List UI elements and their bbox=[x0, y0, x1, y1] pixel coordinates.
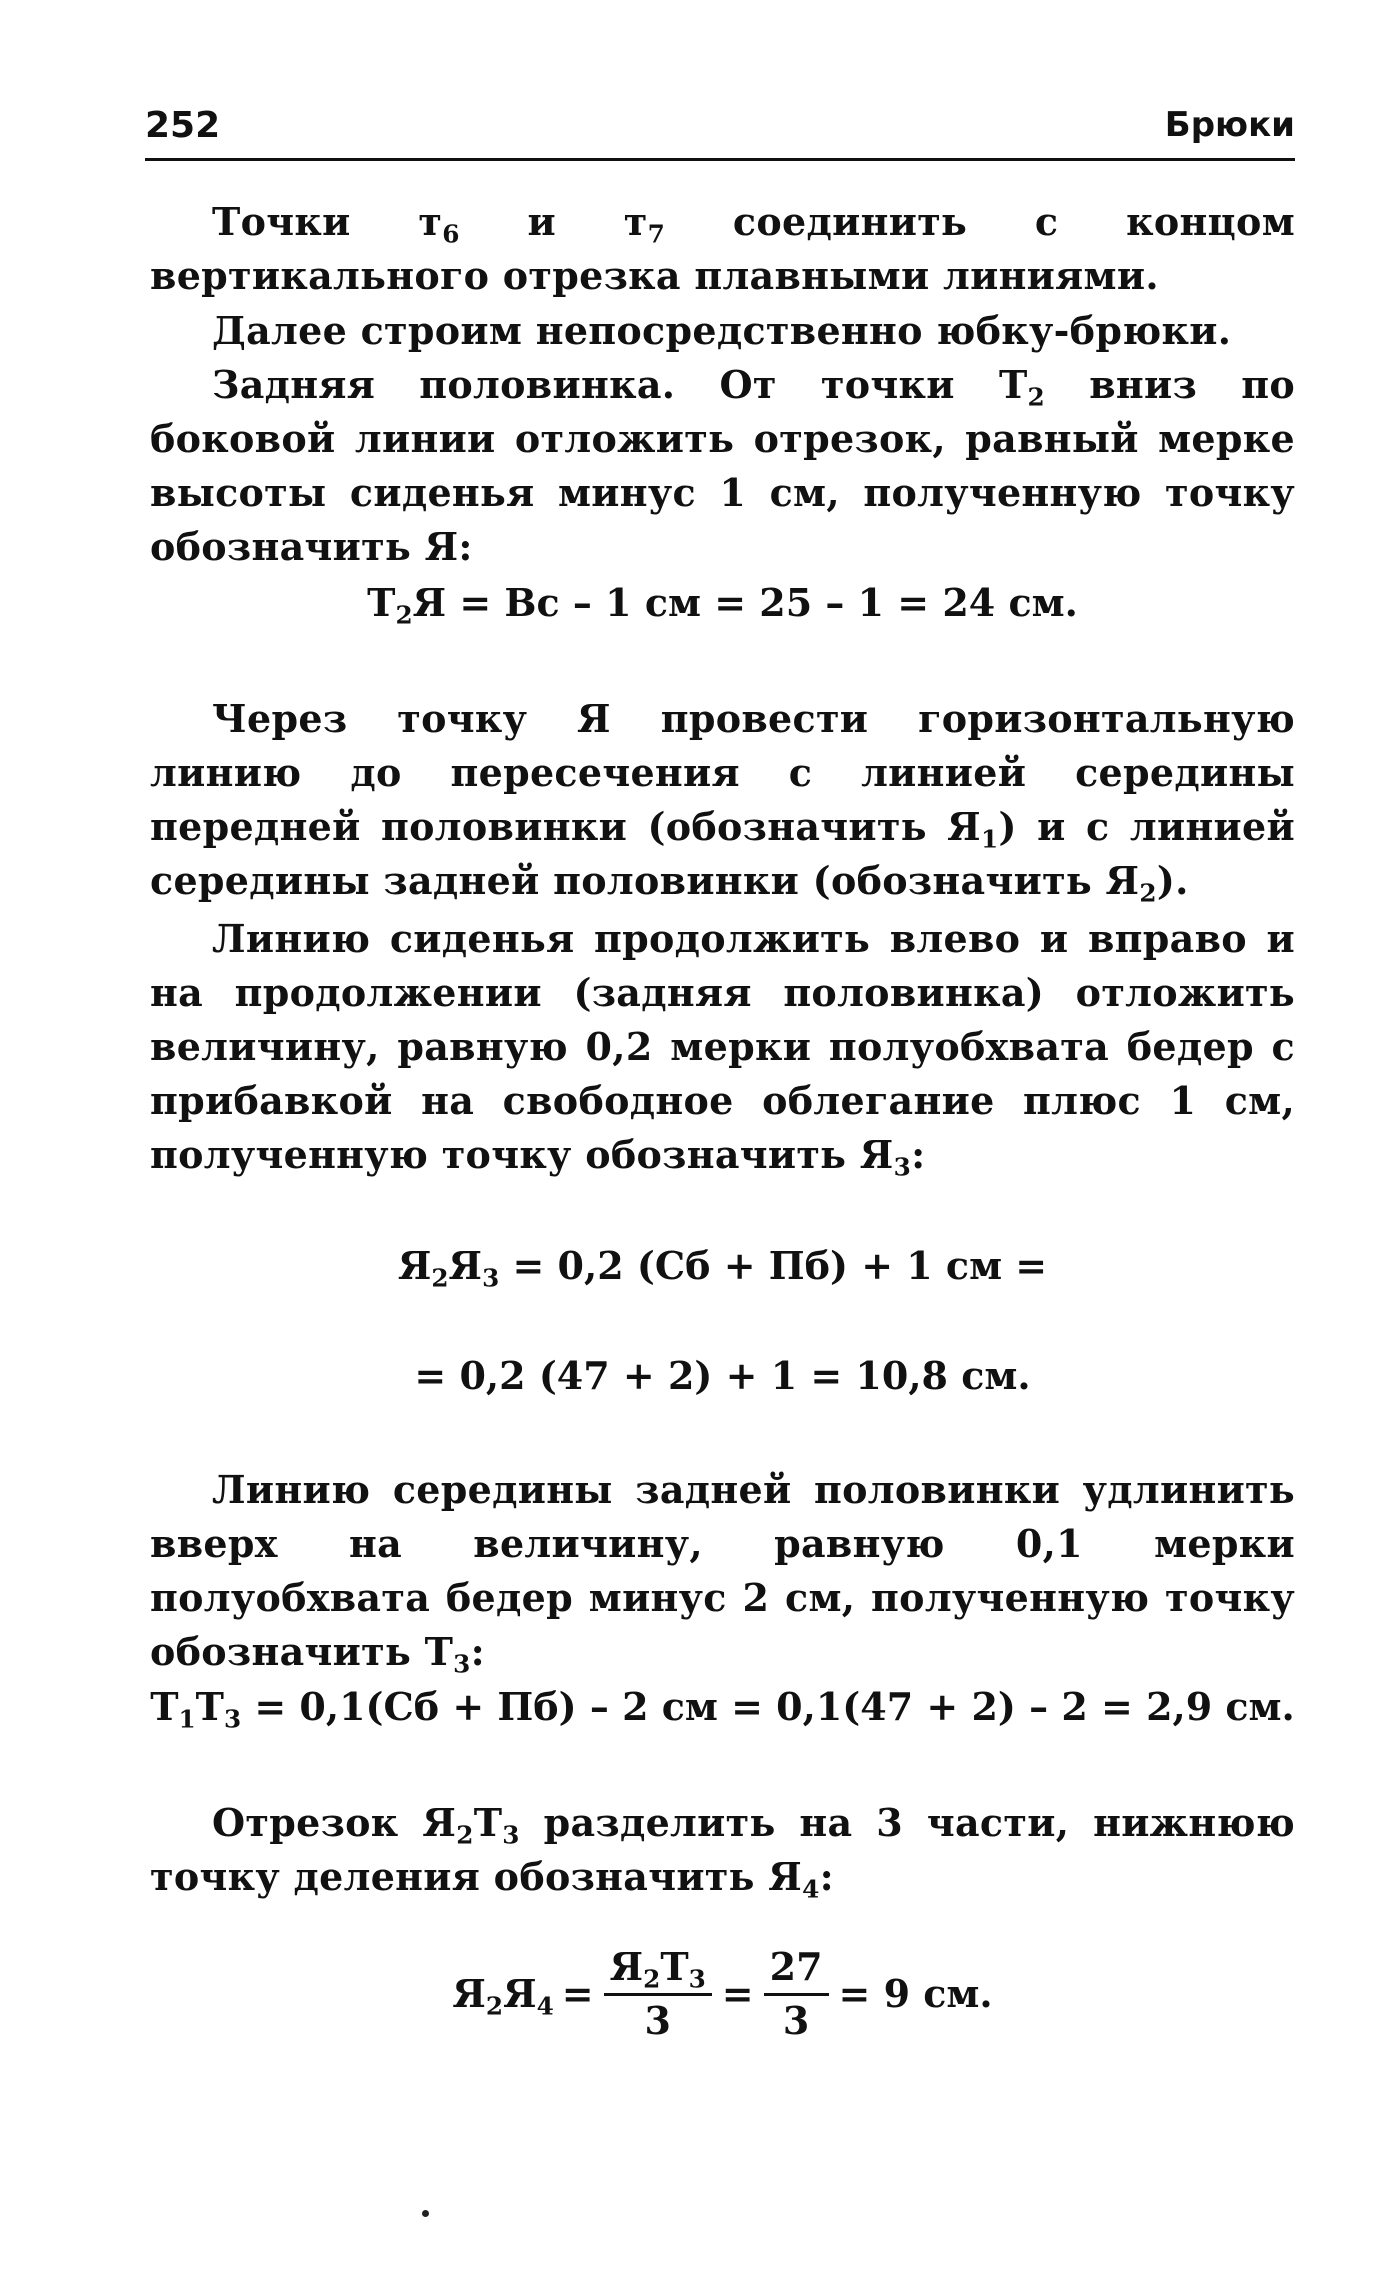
equals-sign: = bbox=[561, 1970, 594, 2016]
formula-4: $Т_1Т_3 = 0,1(Сб + Пб) - 2$ см = 0,1(47 + 2) – 2 = 2,9 см. bbox=[150, 1684, 1295, 1734]
formula-2: $Я_2Я_3 = 0,2$ (Сб + Пб) + 1 см = bbox=[397, 1243, 1048, 1293]
formula-5 bbox=[150, 1928, 1295, 2058]
formula-5-result: = 9 см. bbox=[838, 1970, 993, 2016]
paragraph-2: Далее строим непосредственно юбку-брюки. bbox=[212, 308, 1232, 353]
fraction-1-numerator: $Я_2Т_3$ bbox=[604, 1944, 712, 1996]
fraction-2-denominator: 3 bbox=[782, 1997, 810, 2043]
paragraph-3: Задняя половинка. От точки $Т_2$ вниз по боковой линии отложить отрезок, равный мерке высоты сиденья минус 1 см, полученную точку обозначить Я: bbox=[150, 362, 1296, 569]
fraction-2 bbox=[764, 1944, 829, 2043]
fraction-2-numerator: 27 bbox=[764, 1944, 829, 1996]
formula-5-lhs: $Я_2Я_4$ bbox=[452, 1970, 554, 2020]
header-rule bbox=[145, 158, 1295, 161]
paragraph-4: Через точку Я провести горизонтальную линию до пересечения с линией середины передней половинки (обозначить $Я_1$) и с линией середины задней половинки (обозначить $Я_2$). bbox=[150, 696, 1295, 908]
running-header bbox=[145, 105, 1295, 155]
formula-1: $Т_2Я$ = Вс – 1 см = 25 – 1 = 24 см. bbox=[367, 580, 1078, 630]
paragraph-6: Линию середины задней половинки удлинить вверх на величину, равную 0,1 мерки полуобхвата бедер минус 2 см, полученную точку обозначить $Т_3$: bbox=[150, 1467, 1295, 1679]
fraction-1-denominator: 3 bbox=[644, 1997, 671, 2043]
running-title: Брюки bbox=[1164, 105, 1295, 145]
paragraph-1: Точки $т_6$ и $т_7$ соединить с концом вертикального отрезка плавными линиями. bbox=[150, 199, 1295, 298]
paragraph-5: Линию сиденья продолжить влево и вправо и на продолжении (задняя половинка) отложить величину, равную 0,2 мерки полуобхвата бедер с прибавкой на свободное облегание плюс 1 см, полученную точку обозначить $Я_3$: bbox=[150, 916, 1295, 1182]
page-number: 252 bbox=[145, 105, 221, 146]
paragraph-7: Отрезок $Я_2Т_3$ разделить на 3 части, нижнюю точку деления обозначить $Я_4$: bbox=[150, 1800, 1295, 1904]
print-speck bbox=[422, 2210, 429, 2217]
equals-sign: = bbox=[721, 1970, 754, 2016]
fraction-1 bbox=[604, 1944, 712, 2043]
formula-3: = 0,2 (47 + 2) + 1 = 10,8 см. bbox=[414, 1353, 1031, 1398]
